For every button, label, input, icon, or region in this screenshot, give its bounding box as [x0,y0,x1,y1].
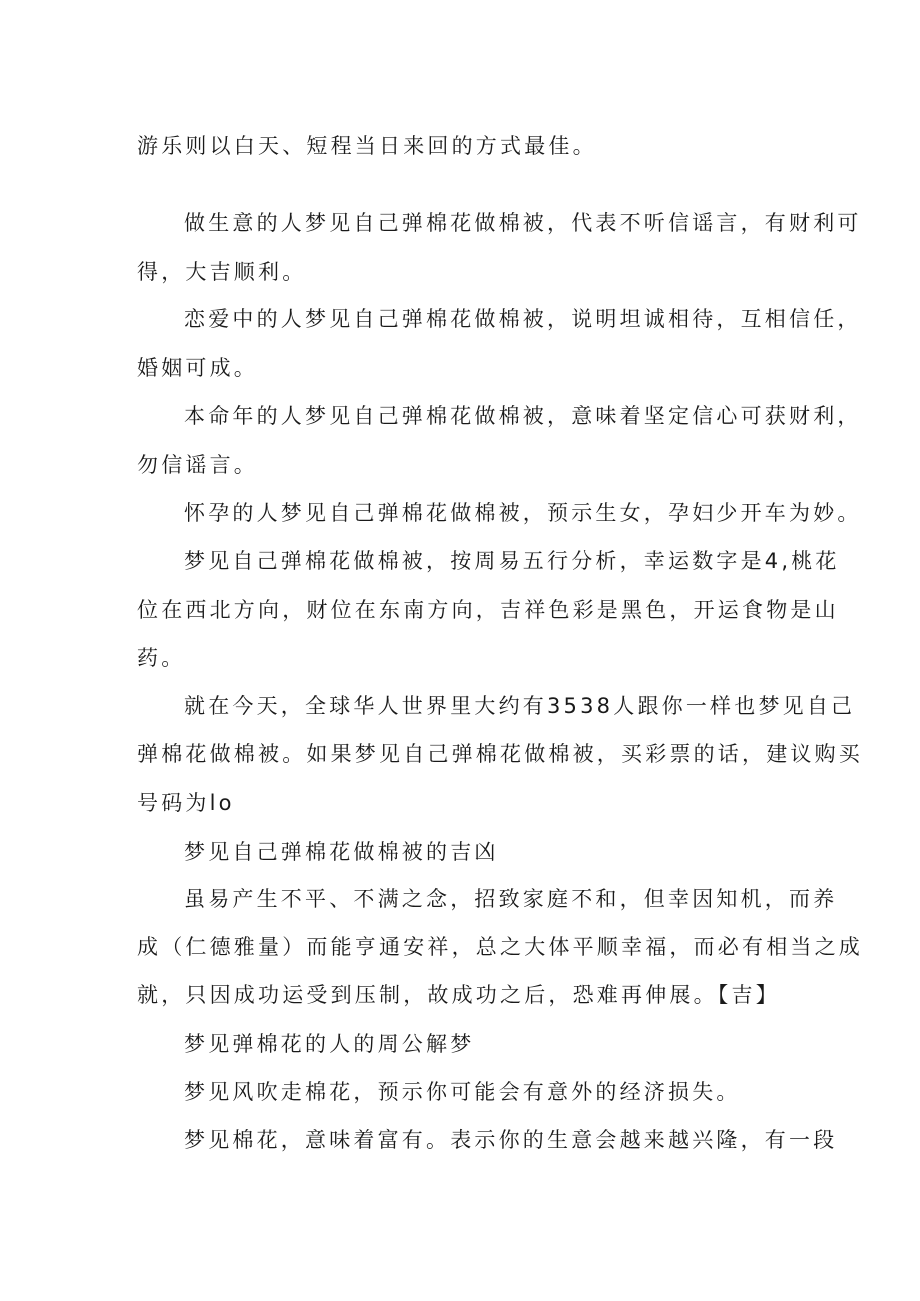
paragraph-zodiac-line-2: 勿信谣言。 [137,453,258,477]
paragraph-fortune-detail-line-3: 就，只因成功运受到压制，故成功之后，恐难再伸展。【吉】 [137,983,780,1007]
paragraph-business-line-2: 得，大吉顺利。 [137,260,307,284]
paragraph-love-line-2: 婚姻可成。 [137,356,258,380]
paragraph-travel-advice: 游乐则以白天、短程当日来回的方式最佳。 [137,134,597,158]
section-heading-fortune: 梦见自己弹棉花做棉被的吉凶 [184,840,499,864]
paragraph-love-line-1: 恋爱中的人梦见自己弹棉花做棉被，说明坦诚相待，互相信任， [184,307,862,331]
paragraph-fortune-line-2: 位在西北方向，财位在东南方向，吉祥色彩是黑色，开运食物是山 [137,598,839,622]
paragraph-cotton-wealth: 梦见棉花，意味着富有。表示你的生意会越来越兴隆，有一段 [184,1128,838,1152]
paragraph-wind-cotton: 梦见风吹走棉花，预示你可能会有意外的经济损失。 [184,1080,741,1104]
paragraph-lottery-line-1: 就在今天，全球华人世界里大约有3538人跟你一样也梦见自己 [184,694,856,718]
paragraph-fortune-line-3: 药。 [137,646,186,670]
paragraph-pregnant: 怀孕的人梦见自己弹棉花做棉被，预示生女，孕妇少开车为妙。 [184,501,862,525]
paragraph-business-line-1: 做生意的人梦见自己弹棉花做棉被，代表不听信谣言，有财利可 [184,211,862,235]
section-heading-dream-interpretation: 梦见弹棉花的人的周公解梦 [184,1032,475,1056]
paragraph-lottery-line-2: 弹棉花做棉被。如果梦见自己弹棉花做棉被，买彩票的话，建议购买 [137,742,863,766]
paragraph-fortune-detail-line-1: 虽易产生不平、不满之念，招致家庭不和，但幸因知机，而养 [184,887,838,911]
paragraph-fortune-detail-line-2: 成（仁德雅量）而能亨通安祥，总之大体平顺幸福，而必有相当之成 [137,935,863,959]
paragraph-fortune-line-1: 梦见自己弹棉花做棉被，按周易五行分析，幸运数字是4,桃花 [184,549,840,573]
paragraph-lottery-line-3: 号码为lo [137,791,235,815]
paragraph-zodiac-line-1: 本命年的人梦见自己弹棉花做棉被，意味着坚定信心可获财利， [184,404,862,428]
